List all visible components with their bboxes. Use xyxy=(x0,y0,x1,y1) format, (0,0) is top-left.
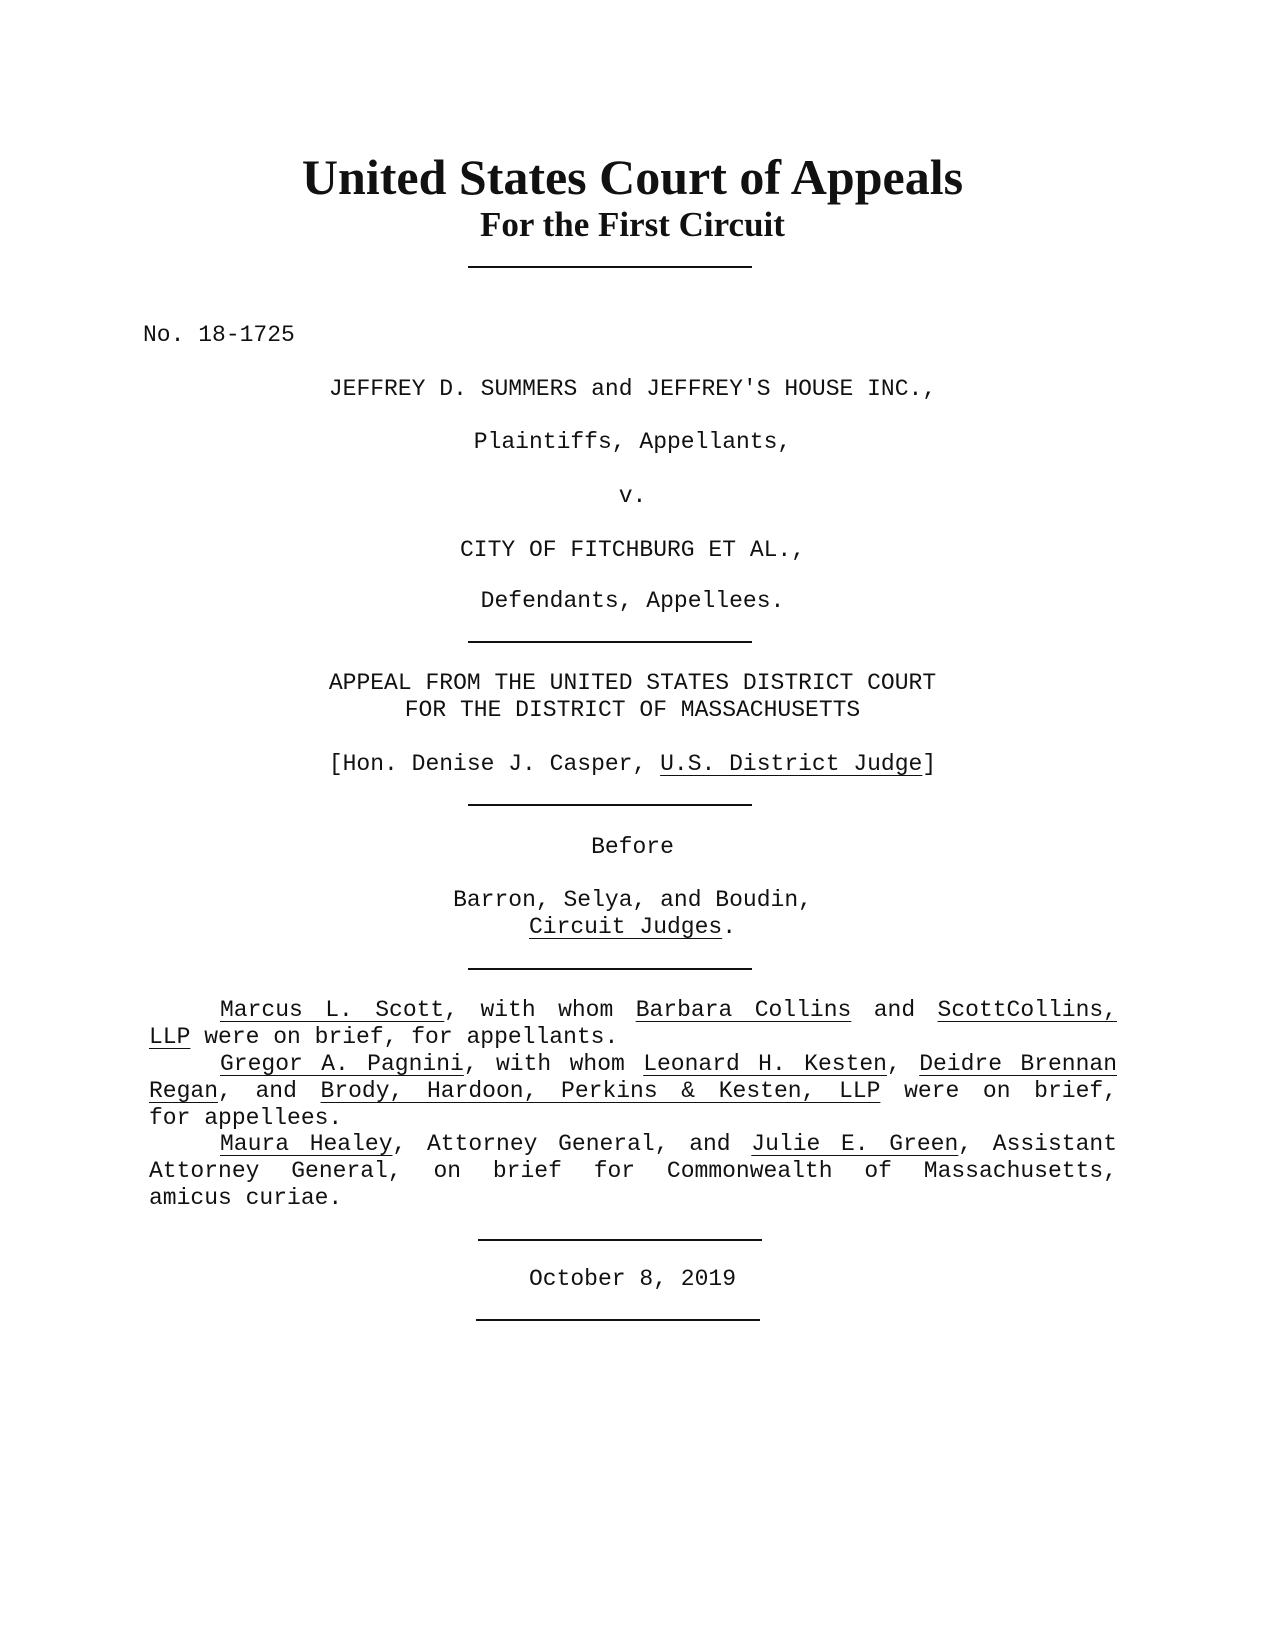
appeal-line-2: FOR THE DISTRICT OF MASSACHUSETTS xyxy=(404,697,861,723)
defendants-role: Defendants, Appellees. xyxy=(480,588,785,614)
case-number: No. 18-1725 xyxy=(143,322,295,348)
panel-title: Circuit Judges. xyxy=(528,914,737,940)
appeal-line-1: APPEAL FROM THE UNITED STATES DISTRICT COURT xyxy=(328,670,937,696)
divider xyxy=(478,1239,762,1241)
before-label: Before xyxy=(591,834,674,860)
plaintiffs: JEFFREY D. SUMMERS and JEFFREY'S HOUSE INC., xyxy=(328,376,937,402)
district-judge: [Hon. Denise J. Casper, U.S. District Judge] xyxy=(328,751,937,777)
divider xyxy=(476,1319,760,1321)
judge-title: U.S. District Judge xyxy=(660,751,923,777)
decision-date: October 8, 2019 xyxy=(528,1266,737,1292)
versus: v. xyxy=(618,483,647,509)
circuit-subtitle: For the First Circuit xyxy=(480,205,785,244)
defendants: CITY OF FITCHBURG ET AL., xyxy=(459,537,806,563)
divider xyxy=(468,266,752,268)
plaintiffs-role: Plaintiffs, Appellants, xyxy=(473,429,792,455)
divider xyxy=(468,641,752,643)
divider xyxy=(468,968,752,970)
panel-judges: Barron, Selya, and Boudin, xyxy=(453,887,812,913)
court-title: United States Court of Appeals xyxy=(301,149,964,205)
divider xyxy=(468,804,752,806)
